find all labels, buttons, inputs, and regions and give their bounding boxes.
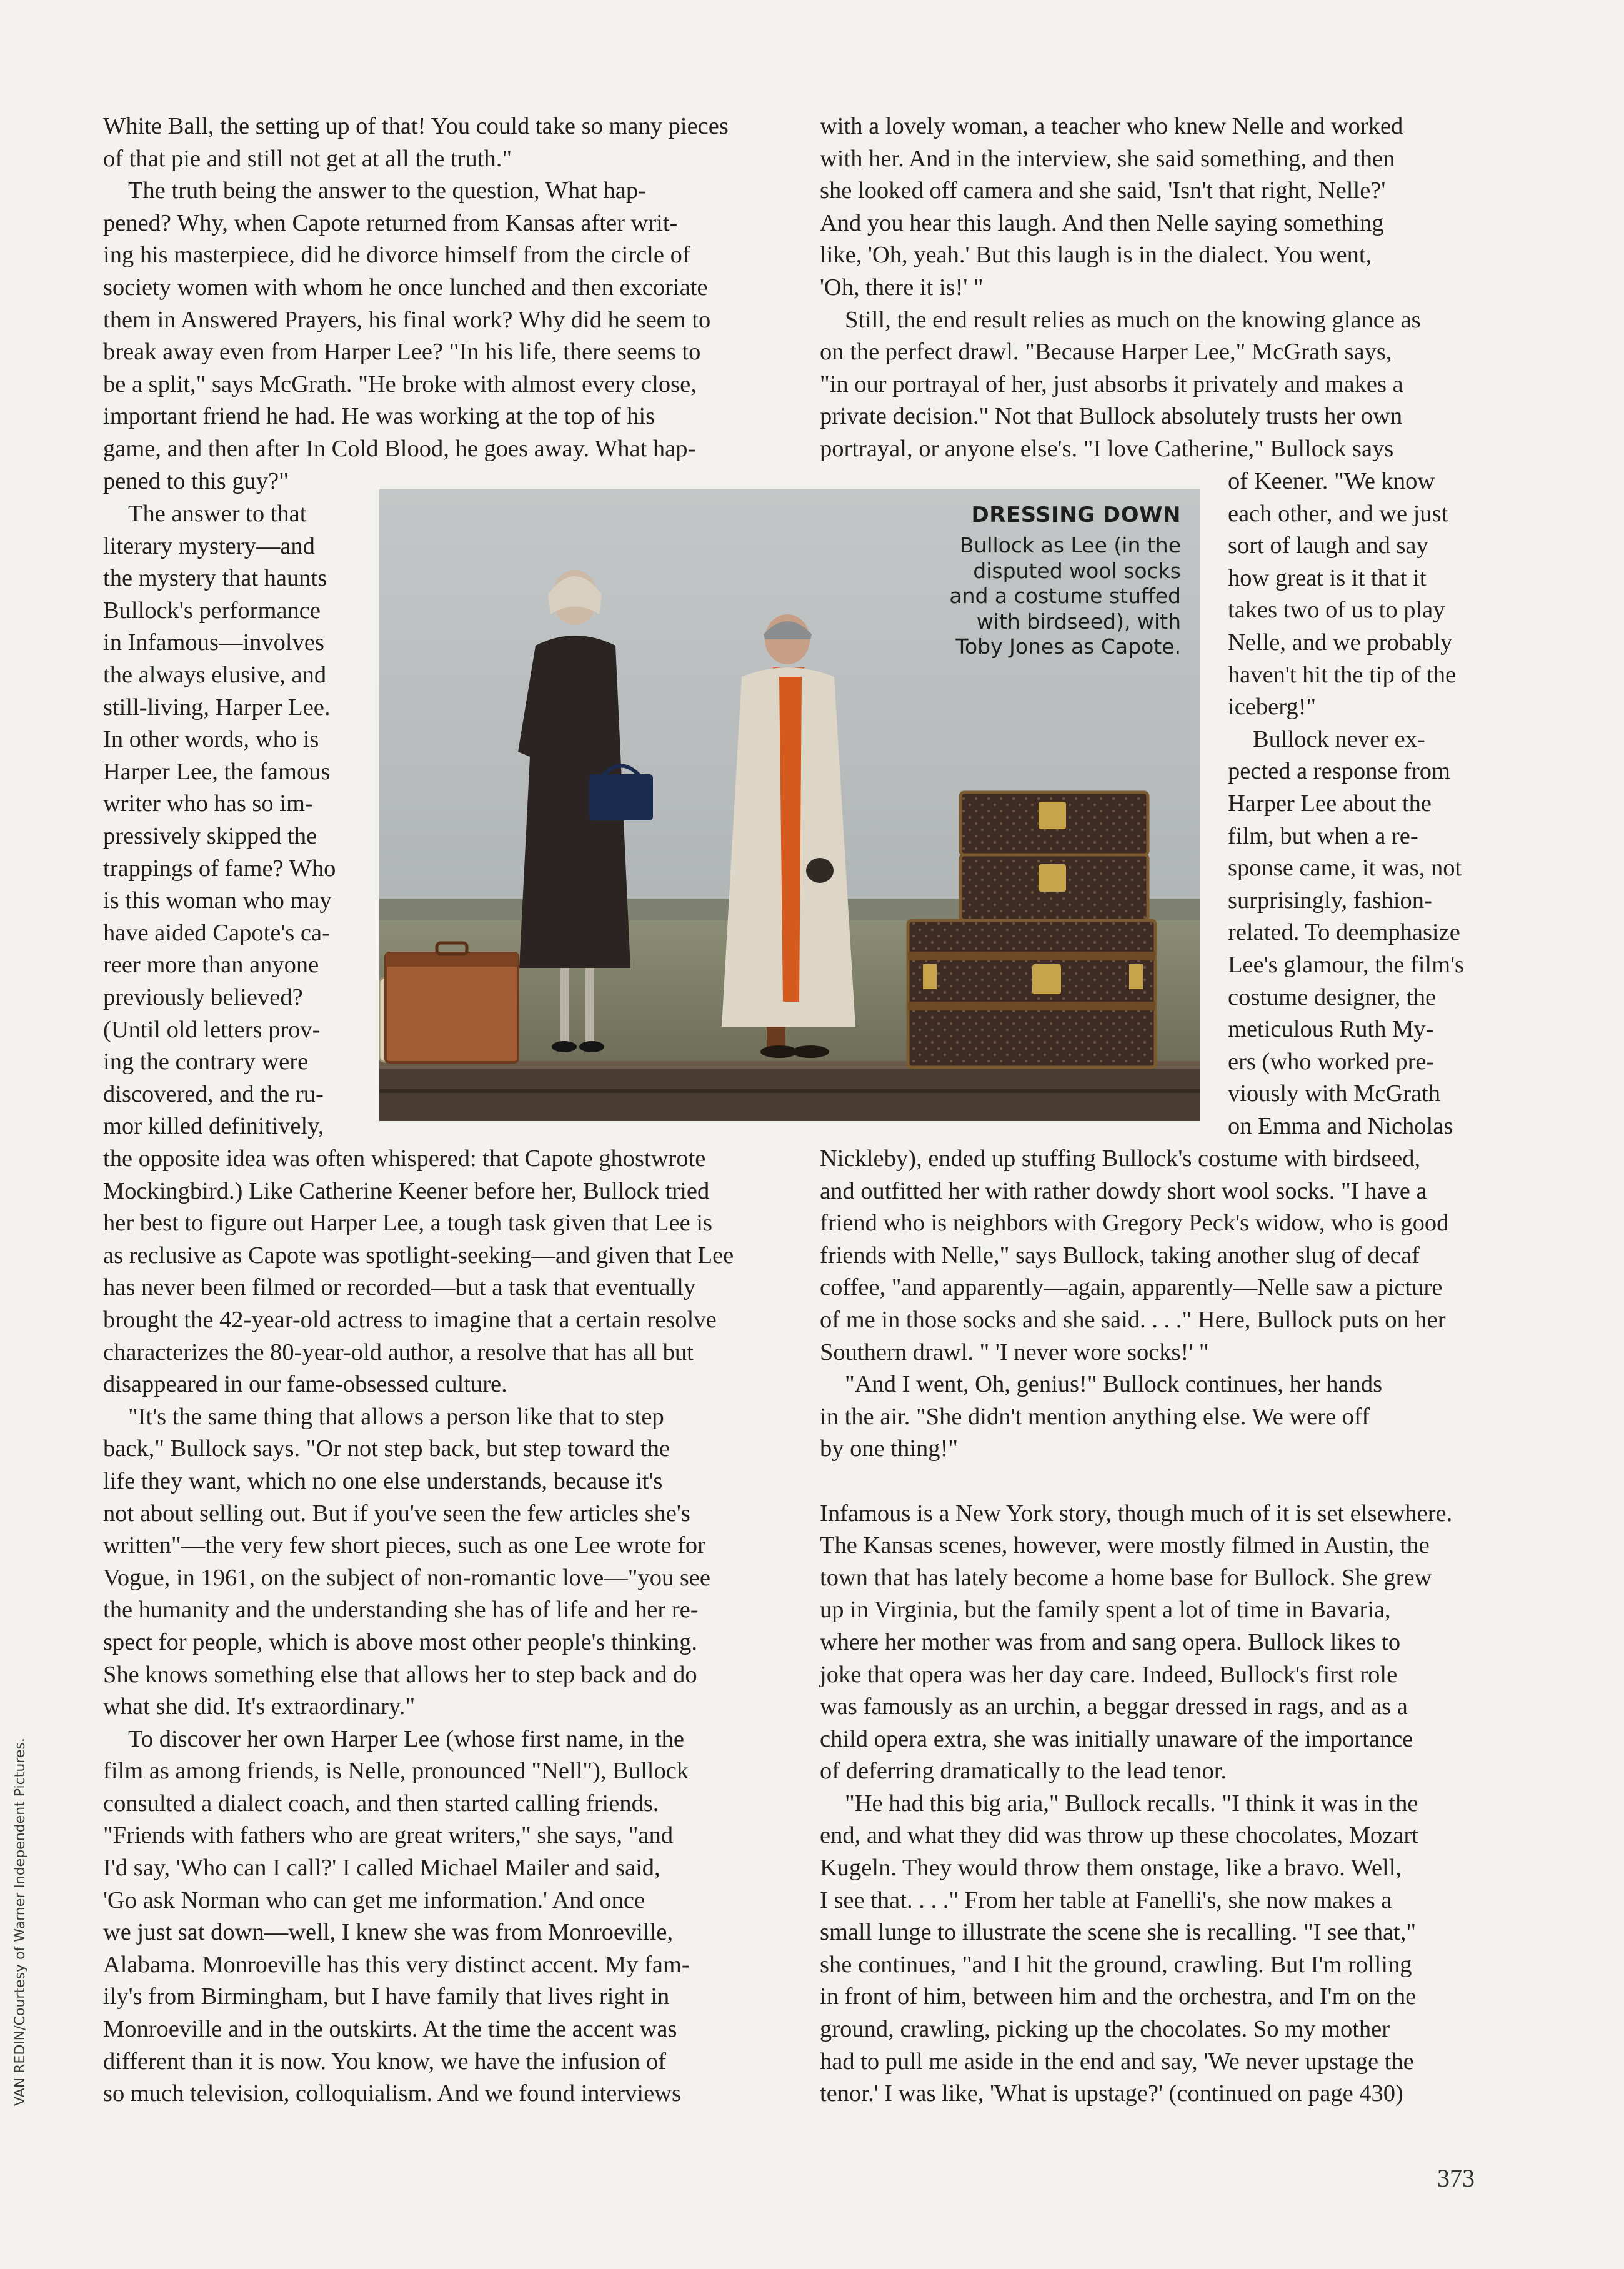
text-line: Nelle, and we probably [1228,629,1453,656]
text-line: had to pull me aside in the end and say, 'We never upstage the [820,2048,1414,2075]
text-line: so much television, colloquialism. And we found interviews [103,2080,681,2107]
text-line: where her mother was from and sang opera. Bullock likes to [820,1628,1401,1655]
text-line: She knows something else that allows her to step back and do [103,1661,697,1688]
keener-paragraph [1228,466,1476,724]
text-line: "It's the same thing that allows a person like that to step [128,1403,664,1430]
text-line: the mystery that haunts [103,565,327,592]
right-column-bottom [820,1143,1475,2110]
text-line: brought the 42-year-old actress to imagine that a certain resolve [103,1306,717,1333]
text-line: Mockingbird.) Like Catherine Keener before her, Bullock tried [103,1177,710,1204]
text-line: what she did. It's extraordinary." [103,1693,416,1720]
text-line: Alabama. Monroeville has this very distinct accent. My fam- [103,1951,690,1978]
text-line: joke that opera was her day care. Indeed, Bullock's first role [820,1661,1398,1688]
text-line: consulted a dialect coach, and then started calling friends. [103,1790,659,1817]
photo-credit: VAN REDIN/Courtesy of Warner Independent Pictures. [12,1738,28,2106]
text-line: up in Virginia, but the family spent a lot of time in Bavaria, [820,1597,1391,1623]
text-line: ily's from Birmingham, but I have family that lives right in [103,1983,670,2010]
text-line: And you hear this laugh. And then Nelle saying something [820,209,1384,236]
text-line: like, 'Oh, yeah.' But this laugh is in the dialect. You went, [820,242,1372,269]
text-line: the humanity and the understanding she has of life and her re- [103,1597,699,1623]
text-line: Infamous is a New York story, though much of it is set elsewhere. [820,1500,1453,1527]
text-line: Kugeln. They would throw them onstage, like a bravo. Well, [820,1855,1402,1882]
aria-paragraph [820,1788,1475,2110]
text-line: "in our portrayal of her, just absorbs it privately and makes a [820,371,1403,397]
text-line: literary mystery—and [103,532,315,559]
text-line: The Kansas scenes, however, were mostly filmed in Austin, the [820,1532,1430,1559]
text-line: game, and then after In Cold Blood, he goes away. What hap- [103,435,696,462]
text-line: in front of him, between him and the orchestra, and I'm on the [820,1983,1417,2010]
right-column-narrow [1228,466,1476,1142]
text-line: meticulous Ruth My- [1228,1016,1434,1043]
text-line: of that pie and still not get at all the truth." [103,145,512,172]
text-line: costume designer, the [1228,984,1437,1010]
text-line: Monroeville and in the outskirts. At the time the accent was [103,2016,677,2043]
text-line: as reclusive as Capote was spotlight-seeking—and given that Lee [103,1242,734,1269]
text-line: "He had this big aria," Bullock recalls. "I think it was in the [845,1790,1418,1817]
text-line: mor killed definitively, [103,1113,324,1140]
text-line: by one thing!" [820,1435,959,1462]
text-line: The truth being the answer to the question, What hap- [128,177,646,204]
intro-paragraph [103,111,755,175]
text-line: of deferring dramatically to the lead tenor. [820,1758,1227,1785]
text-line: Still, the end result relies as much on the knowing glance as [845,306,1421,333]
text-line: on the perfect drawl. "Because Harper Lee," McGrath says, [820,339,1392,366]
text-line: written"—the very few short pieces, such as one Lee wrote for [103,1532,705,1559]
answer-paragraph [103,498,349,1143]
left-column-top [103,111,755,497]
text-line: To discover her own Harper Lee (whose first name, in the [128,1725,684,1752]
text-line: Harper Lee about the [1228,790,1432,817]
genius-paragraph [820,1369,1475,1465]
same-thing-paragraph [103,1401,755,1723]
text-line: life they want, which no one else understands, because it's [103,1467,663,1494]
text-line: private decision." Not that Bullock absolutely trusts her own [820,403,1403,430]
text-line: surprisingly, fashion- [1228,887,1432,914]
discover-paragraph [103,1723,755,2110]
text-line: Southern drawl. " 'I never wore socks!' " [820,1339,1209,1365]
text-line: tenor.' I was like, 'What is upstage?' (continued on page 430) [820,2080,1403,2107]
text-line: she looked off camera and she said, 'Isn't that right, Nelle?' [820,177,1386,204]
text-line: with her. And in the interview, she said something, and then [820,145,1395,172]
text-line: pected a response from [1228,758,1450,785]
text-line: haven't hit the tip of the [1228,661,1457,688]
text-line: Vogue, in 1961, on the subject of non-romantic love—"you see [103,1564,710,1591]
text-line: has never been filmed or recorded—but a task that eventually [103,1274,696,1301]
text-line: film, but when a re- [1228,822,1418,849]
text-line: different than it is now. You know, we have the infusion of [103,2048,667,2075]
text-line: disappeared in our fame-obsessed culture. [103,1371,507,1398]
text-line: reer more than anyone [103,952,319,979]
text-line: break away even from Harper Lee? "In his life, there seems to [103,339,701,366]
text-line: takes two of us to play [1228,597,1445,624]
text-line: have aided Capote's ca- [103,919,330,946]
text-line: be a split," says McGrath. "He broke with almost every close, [103,371,697,397]
caption-heading: DRESSING DOWN [971,502,1181,527]
text-line: In other words, who is [103,726,319,753]
text-line: and outfitted her with rather dowdy short wool socks. "I have a [820,1177,1427,1204]
text-line: writer who has so im- [103,790,313,817]
text-line: ing his masterpiece, did he divorce himself from the circle of [103,242,690,269]
text-line: not about selling out. But if you've seen the few articles she's [103,1500,690,1527]
text-line: of me in those socks and she said. . . ." Here, Bullock puts on her [820,1306,1446,1333]
text-line: spect for people, which is above most other people's thinking. [103,1628,698,1655]
text-line: she continues, "and I hit the ground, crawling. But I'm rolling [820,1951,1412,1978]
text-line: pened? Why, when Capote returned from Kansas after writ- [103,209,678,236]
page-number: 373 [1437,2164,1475,2192]
text-line: of Keener. "We know [1228,468,1435,494]
text-line: end, and what they did was throw up these chocolates, Mozart [820,1822,1418,1849]
text-line: town that has lately become a home base for Bullock. She grew [820,1564,1432,1591]
text-line: viously with McGrath [1228,1080,1441,1107]
text-line: coffee, "and apparently—again, apparently—Nelle saw a picture [820,1274,1443,1301]
answer-paragraph-cont [103,1143,755,1401]
text-line: is this woman who may [103,887,332,914]
text-line: how great is it that it [1228,564,1427,591]
text-line: in the air. "She didn't mention anything else. We were off [820,1403,1370,1430]
text-line: child opera extra, she was initially unaware of the importance [820,1725,1413,1752]
interview-paragraph-cont [820,111,1475,304]
text-line: Nickleby), ended up stuffing Bullock's costume with birdseed, [820,1145,1421,1172]
text-line: "Friends with fathers who are great writers," she says, "and [103,1822,674,1849]
text-line: related. To deemphasize [1228,919,1460,946]
caption-text: Bullock as Lee (in the disputed wool socks and a costume stuffed with birdseed), with Toby Jones as Capote. [949,533,1181,659]
truth-paragraph [103,175,755,497]
text-line: 'Go ask Norman who can get me information.' And once [103,1887,645,1913]
text-line: portrayal, or anyone else's. "I love Catherine," Bullock says [820,435,1394,462]
text-line: (Until old letters prov- [103,1016,321,1043]
text-line: was famously as an urchin, a beggar dressed in rags, and as a [820,1693,1408,1720]
text-line: ers (who worked pre- [1228,1048,1435,1075]
text-line: film as among friends, is Nelle, pronounced "Nell"), Bullock [103,1758,689,1785]
text-line: pressively skipped the [103,822,317,849]
text-line: them in Answered Prayers, his final work? Why did he seem to [103,306,711,333]
text-line: Bullock's performance [103,597,321,624]
text-line: White Ball, the setting up of that! You could take so many pieces [103,113,729,139]
infamous-paragraph [820,1498,1475,1788]
text-line: iceberg!" [1228,694,1317,721]
text-line: on Emma and Nicholas [1228,1112,1453,1139]
text-line: her best to figure out Harper Lee, a tough task given that Lee is [103,1210,713,1237]
right-column-top [820,111,1475,466]
text-line: each other, and we just [1228,500,1448,527]
text-line: 'Oh, there it is!' " [820,274,984,301]
text-line: The answer to that [128,501,307,527]
text-line: small lunge to illustrate the scene she is recalling. "I see that," [820,1919,1417,1946]
text-line: friends with Nelle," says Bullock, taking another slug of decaf [820,1242,1420,1269]
text-line: Lee's glamour, the film's [1228,951,1464,978]
left-column-narrow [103,498,349,1143]
section-break [820,1465,1475,1498]
text-line: with a lovely woman, a teacher who knew Nelle and worked [820,113,1403,139]
text-line: ing the contrary were [103,1049,309,1075]
photo-caption [928,502,1181,660]
text-line: sponse came, it was, not [1228,855,1462,882]
still-paragraph [820,304,1475,466]
text-line: friend who is neighbors with Gregory Peck's widow, who is good [820,1210,1449,1237]
left-column-bottom [103,1143,755,2110]
text-line: "And I went, Oh, genius!" Bullock continues, her hands [845,1371,1383,1398]
text-line: I see that. . . ." From her table at Fanelli's, she now makes a [820,1887,1392,1913]
response-paragraph-cont [820,1143,1475,1369]
text-line: I'd say, 'Who can I call?' I called Michael Mailer and said, [103,1855,660,1882]
text-line: the opposite idea was often whispered: that Capote ghostwrote [103,1145,706,1172]
text-line: we just sat down—well, I knew she was from Monroeville, [103,1919,674,1946]
text-line: still-living, Harper Lee. [103,694,331,721]
text-line: ground, crawling, picking up the chocolates. So my mother [820,2016,1390,2043]
text-line: trappings of fame? Who [103,855,336,882]
text-line: back," Bullock says. "Or not step back, but step toward the [103,1435,670,1462]
text-line: characterizes the 80-year-old author, a resolve that has all but [103,1339,694,1365]
text-line: discovered, and the ru- [103,1080,324,1107]
text-line: Bullock never ex- [1253,726,1425,752]
text-line: sort of laugh and say [1228,532,1428,559]
text-line: society women with whom he once lunched and then excoriate [103,274,708,301]
text-line: important friend he had. He was working at the top of his [103,403,655,430]
text-line: the always elusive, and [103,661,327,688]
text-line: Harper Lee, the famous [103,758,331,785]
response-paragraph [1228,724,1476,1143]
text-line: previously believed? [103,984,303,1010]
text-line: pened to this guy?" [103,467,289,494]
text-line: in Infamous—involves [103,629,324,656]
